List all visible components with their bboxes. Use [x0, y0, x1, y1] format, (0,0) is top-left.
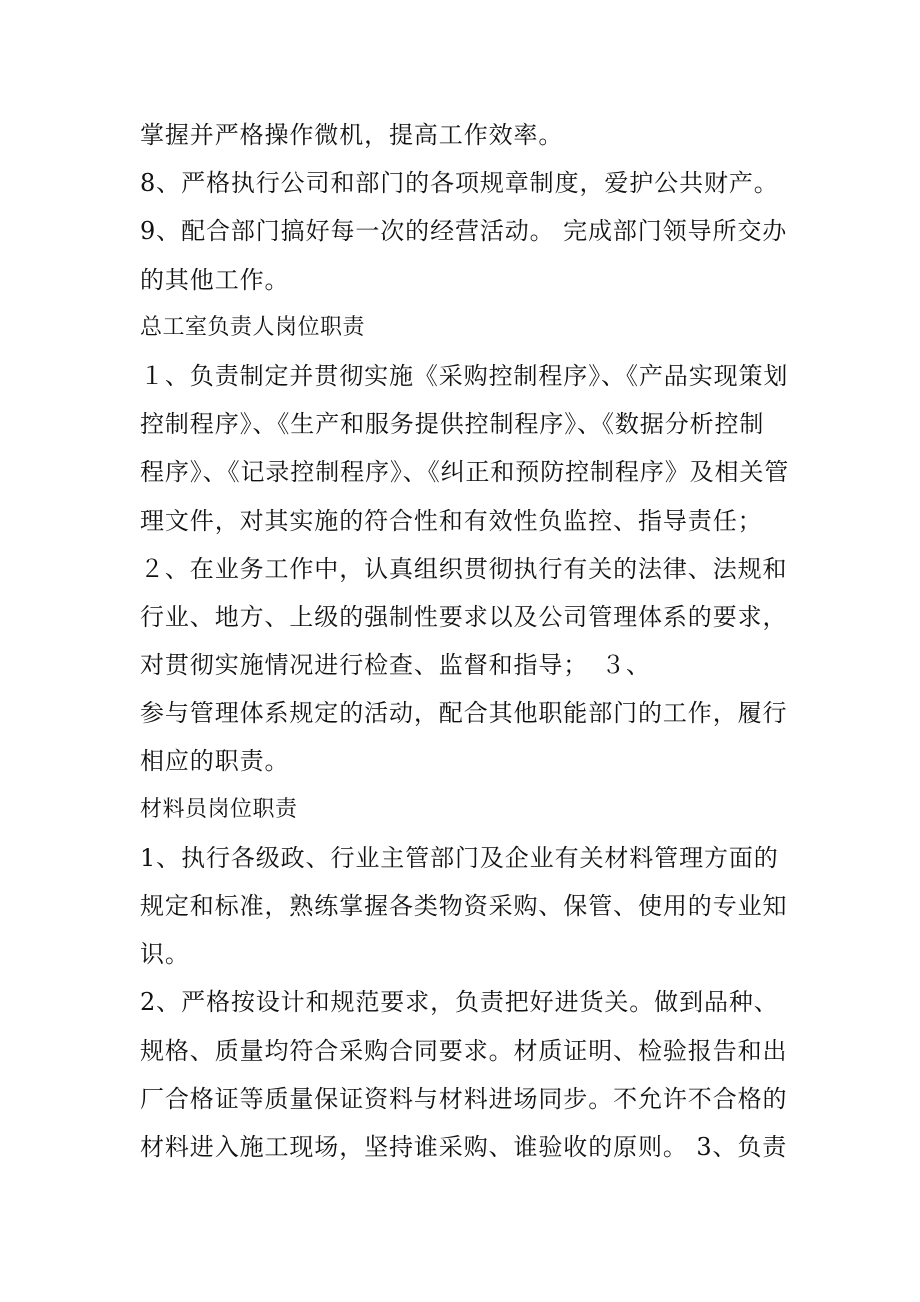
text-line: 对贯彻实施情况进行检查、监督和指导； ３、 [140, 651, 651, 680]
text-line: １、负责制定并贯彻实施《采购控制程序》、《产品实现策划 [140, 361, 789, 390]
text-line: 的其他工作。 [140, 265, 290, 294]
text-line: 掌握并严格操作微机，提高工作效率。 [140, 121, 564, 149]
text-line: 规定和标准，熟练掌握各类物资采购、保管、使用的专业知 [140, 892, 788, 920]
text-line: 厂合格证等质量保证资料与材料进场同步。不允许不合格的 [140, 1084, 788, 1113]
text-line: 8、严格执行公司和部门的各项规章制度，爱护公共财产。 [140, 169, 779, 198]
text-line: 行业、地方、上级的强制性要求以及公司管理体系的要求， [140, 602, 788, 631]
document-body [140, 111, 800, 1171]
text-line: ２、在业务工作中，认真组织贯彻执行有关的法律、法规和 [140, 554, 788, 583]
text-line: 相应的职责。 [140, 747, 290, 776]
text-line: 1、执行各级政、行业主管部门及企业有关材料管理方面的 [140, 843, 779, 872]
text-line: 理文件，对其实施的符合性和有效性负监控、指导责任； [140, 506, 763, 535]
text-line: 规格、质量均符合采购合同要求。材质证明、检验报告和出 [140, 1036, 788, 1065]
text-line: 参与管理体系规定的活动，配合其他职能部门的工作，履行 [140, 699, 788, 728]
text-line: 程序》、《记录控制程序》、《纠正和预防控制程序》及相关管 [140, 458, 790, 487]
text-line: 2、严格按设计和规范要求，负责把好进货关。做到品种、 [140, 988, 779, 1017]
text-line: 识。 [140, 940, 190, 969]
text-line: 9、配合部门搞好每一次的经营活动。 完成部门领导所交办 [140, 217, 788, 246]
section-heading: 材料员岗位职责 [140, 796, 298, 822]
section-heading: 总工室负责人岗位职责 [140, 314, 366, 340]
text-line: 控制程序》、《生产和服务提供控制程序》、《数据分析控制 [140, 410, 765, 439]
text-line: 材料进入施工现场，坚持谁采购、谁验收的原则。 3、负责 [140, 1132, 788, 1161]
